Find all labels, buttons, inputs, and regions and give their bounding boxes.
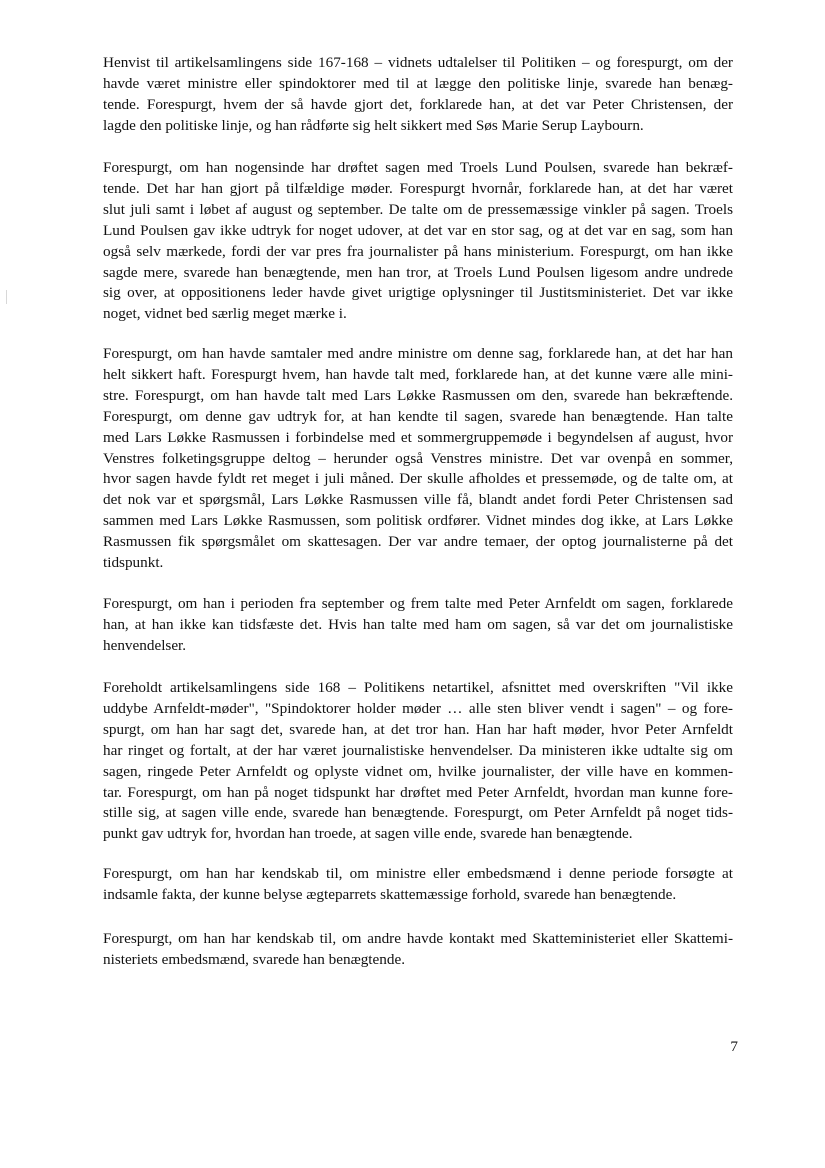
text-line: sagen, ringede Peter Arnfeldt og oplyste vidnet om, hvilke journalister, der ville have en kommen- <box>103 762 733 780</box>
text-line: Forespurgt, om han i perioden fra september og frem talte med Peter Arnfeldt om sagen, forklarede <box>103 595 733 612</box>
text-line: Forespurgt, om han nogensinde har drøftet sagen med Troels Lund Poulsen, svarede han bekræf- <box>103 159 733 176</box>
paragraph-5 <box>103 678 733 845</box>
text-line: sig over, at oppositionens leder havde givet urigtige oplysninger til Justitsministeriet. Det var ikke <box>103 284 733 302</box>
text-line: med Lars Løkke Rasmussen i forbindelse med et sommergruppemøde i begyndelsen af august, hvor <box>103 428 733 446</box>
text-line: også selv mærkede, fordi der var pres fra journalister på hans ministerium. Forespurgt, om han ikke <box>103 242 733 260</box>
text-line: sammen med Lars Løkke Rasmussen, som politisk ordfører. Vidnet mindes dog ikke, at Lars Løkke <box>103 512 733 530</box>
paragraph-4 <box>103 594 733 657</box>
text-line: Forespurgt, om han har kendskab til, om andre havde kontakt med Skatteministeriet eller Skattemi- <box>103 930 733 947</box>
text-line: det nok var et spørgsmål, Lars Løkke Rasmussen ville få, blandt andet fordi Peter Christensen sad <box>103 491 733 509</box>
text-line: helt sikkert haft. Forespurgt hvem, han havde talt med, forklarede han, at det kunne være alle mini- <box>103 365 733 383</box>
text-line: Forespurgt, om han har kendskab til, om ministre eller embedsmænd i denne periode forsøgte at <box>103 865 733 882</box>
text-line: tar. Forespurgt, om han på noget tidspunkt har drøftet med Peter Arnfeldt, hvordan man kunne fore- <box>103 783 733 801</box>
text-line: stille sig, at sagen ville ende, svarede han benægtende. Forespurgt, om Peter Arnfeldt på noget tids- <box>103 804 733 822</box>
text-line: hvor sagen havde fyldt ret meget i juli måned. Der skulle afholdes et pressemøde, og de talte om, at <box>103 470 733 488</box>
text-line: punkt gav udtryk for, hvordan han troede, at sagen ville ende, svarede han benægtende. <box>103 825 633 843</box>
text-line: Henvist til artikelsamlingens side 167-168 – vidnets udtalelser til Politiken – og forespurgt, om der <box>103 54 733 71</box>
text-line: stre. Forespurgt, om han havde talt med Lars Løkke Rasmussen om den, svarede han bekræftende. <box>103 386 733 404</box>
paragraph-3 <box>103 344 733 574</box>
text-line: Foreholdt artikelsamlingens side 168 – Politikens netartikel, afsnittet med overskriften "Vil ikke <box>103 679 733 696</box>
text-line: spurgt, om han har sagt det, svarede han, at det tror han. Han har haft møder, hvor Peter Arnfeldt <box>103 720 733 738</box>
text-line: Venstres folketingsgruppe deltog – herunder også Venstres ministre. Det var ovenpå en sommer, <box>103 449 733 467</box>
text-line: havde været ministre eller spindoktorer med til at lægge den politiske linje, svarede han benæg- <box>103 74 733 92</box>
text-line: nisteriets embedsmænd, svarede han benægtende. <box>103 950 405 968</box>
text-line: tidspunkt. <box>103 554 164 572</box>
text-line: tende. Forespurgt, hvem der så havde gjort det, forklarede han, at det var Peter Christensen, der <box>103 95 733 113</box>
text-line: Lund Poulsen gav ikke udtryk for noget udover, at det var en stor sag, og at det var en sag, som han <box>103 221 733 239</box>
text-line: indsamle fakta, der kunne belyse ægteparrets skattemæssige forhold, svarede han benægtende. <box>103 885 677 903</box>
paragraph-6 <box>103 864 733 906</box>
text-line: Forespurgt, om denne gav udtryk for, at han kendte til sagen, svarede han benægtende. Han talte <box>103 407 733 425</box>
paragraph-2 <box>103 158 733 325</box>
text-line: sagde mere, svarede han benægtende, men han tror, at Troels Lund Poulsen ligesom andre undrede <box>103 263 733 281</box>
page-number: 7 <box>730 1038 738 1055</box>
text-line: han, at han ikke kan tidsfæste det. Hvis han talte med ham om sagen, så var det om journalistiske <box>103 615 733 633</box>
paragraph-7 <box>103 929 733 971</box>
text-line: Forespurgt, om han havde samtaler med andre ministre om denne sag, forklarede han, at det har han <box>103 345 733 362</box>
text-line: uddybe Arnfeldt-møder", "Spindoktorer holder møder … alle sten bliver vendt i sagen" – og fore- <box>103 699 733 717</box>
text-line: lagde den politiske linje, og han rådførte sig helt sikkert med Søs Marie Serup Laybourn. <box>103 116 644 134</box>
text-line: noget, vidnet bed særlig meget mærke i. <box>103 305 347 323</box>
text-line: henvendelser. <box>103 636 187 654</box>
scan-margin-mark <box>6 290 7 304</box>
text-line: har ringet og fortalt, at der har været journalistiske henvendelser. Da ministeren ikke udtalte sig om <box>103 741 733 759</box>
text-line: Rasmussen fik spørgsmålet om skattesagen. Der var andre temaer, der optog journalisterne på det <box>103 533 733 551</box>
paragraph-1 <box>103 53 733 137</box>
text-line: tende. Det har han gjort på tilfældige møder. Forespurgt hvornår, forklarede han, at det har været <box>103 179 733 197</box>
text-line: slut juli samt i løbet af august og september. De talte om de pressemæssige vinkler på sagen. Troels <box>103 200 733 218</box>
